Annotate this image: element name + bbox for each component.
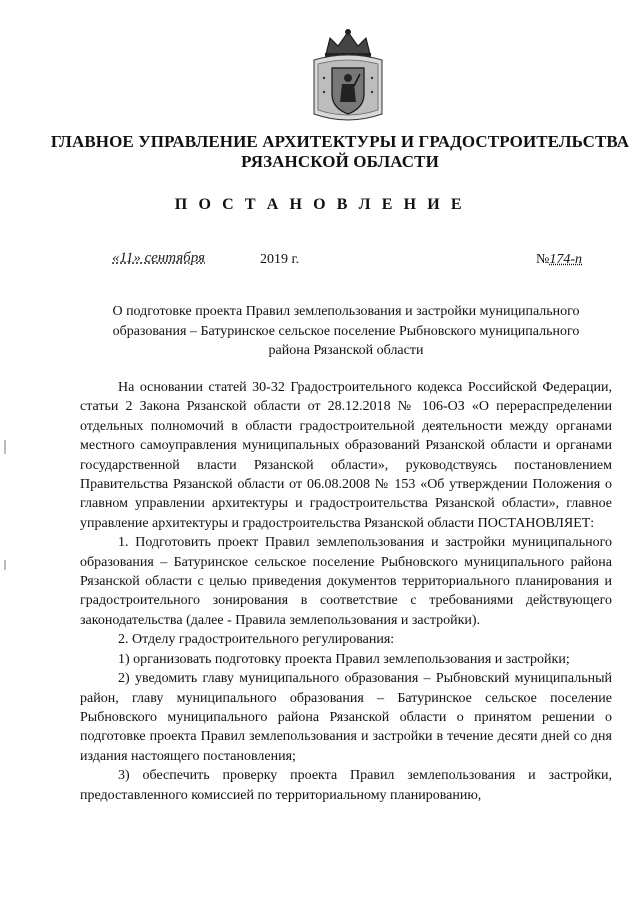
body-paragraph: 1) организовать подготовку проекта Правил землепользования и застройки; [118, 651, 570, 667]
subject-line: района Рязанской области [268, 343, 424, 358]
body-paragraph: На основании статей 30-32 Градостроительного кодекса Российской Федерации, статьи 2 Закона Рязанской области от 28.12.2018 № 106-ОЗ «О перераспределении отдельных полномочий в области градостроительной деятельности между органами местного самоуправления муниципальных образований Рязанской области и органами государственной власти Рязанской области», руководствуясь постановлением Правительства Рязанской области от 06.08.2008 № 153 «Об утверждении Положения о главном управлении архитектуры и градостроительства Рязанской области», главное управление архитектуры и градостроительства Рязанской области ПОСТАНОВЛЯЕТ: [80, 380, 612, 531]
org-line-2: РЯЗАНСКОЙ ОБЛАСТИ [241, 152, 439, 171]
body-paragraph: 2. Отделу градостроительного регулирования: [118, 632, 395, 648]
body-paragraph: 3) обеспечить проверку проекта Правил землепользования и застройки, предоставленного комиссией по территориальному планированию, [80, 768, 612, 803]
organization-name [40, 132, 640, 172]
date-number-row [112, 252, 600, 276]
document-number [536, 252, 582, 268]
subject-line: образования – Батуринское сельское поселение Рыбновского муниципального [112, 323, 580, 339]
document-type-title: П О С Т А Н О В Л Е Н И Е [174, 196, 466, 213]
org-line-1: ГЛАВНОЕ УПРАВЛЕНИЕ АРХИТЕКТУРЫ И ГРАДОСТРОИТЕЛЬСТВА [50, 132, 630, 151]
handwritten-number: 174-п [549, 252, 582, 267]
body-paragraph: 1. Подготовить проект Правил землепользования и застройки муниципального образования – Батуринское сельское поселение Рыбновского муниципального района Рязанской области с целью приведения документов территориального планирования и градостроительного зонирования в соответствие с требованиями действующего законодательства (далее - Правила землепользования и застройки). [80, 535, 612, 628]
subject-line: О подготовке проекта Правил землепользования и застройки муниципального [112, 304, 580, 319]
document-body [80, 378, 612, 805]
number-prefix: № [535, 252, 550, 267]
handwritten-date: «11» сентября [112, 250, 206, 266]
date-year: 2019 г. [260, 252, 300, 267]
body-paragraph: 2) уведомить главу муниципального образования – Рыбновский муниципальный район, главу муниципального образования – Батуринское сельское поселение Рыбновского муниципального района Рязанской области о принятом решении о подготовке проекта Правил землепользования и застройки в течение десяти дней со дня издания настоящего постановления; [80, 671, 612, 764]
scan-margin-mark [4, 560, 6, 570]
scan-margin-mark [4, 440, 6, 454]
document-subject [80, 302, 612, 361]
coat-of-arms-icon [308, 28, 388, 126]
